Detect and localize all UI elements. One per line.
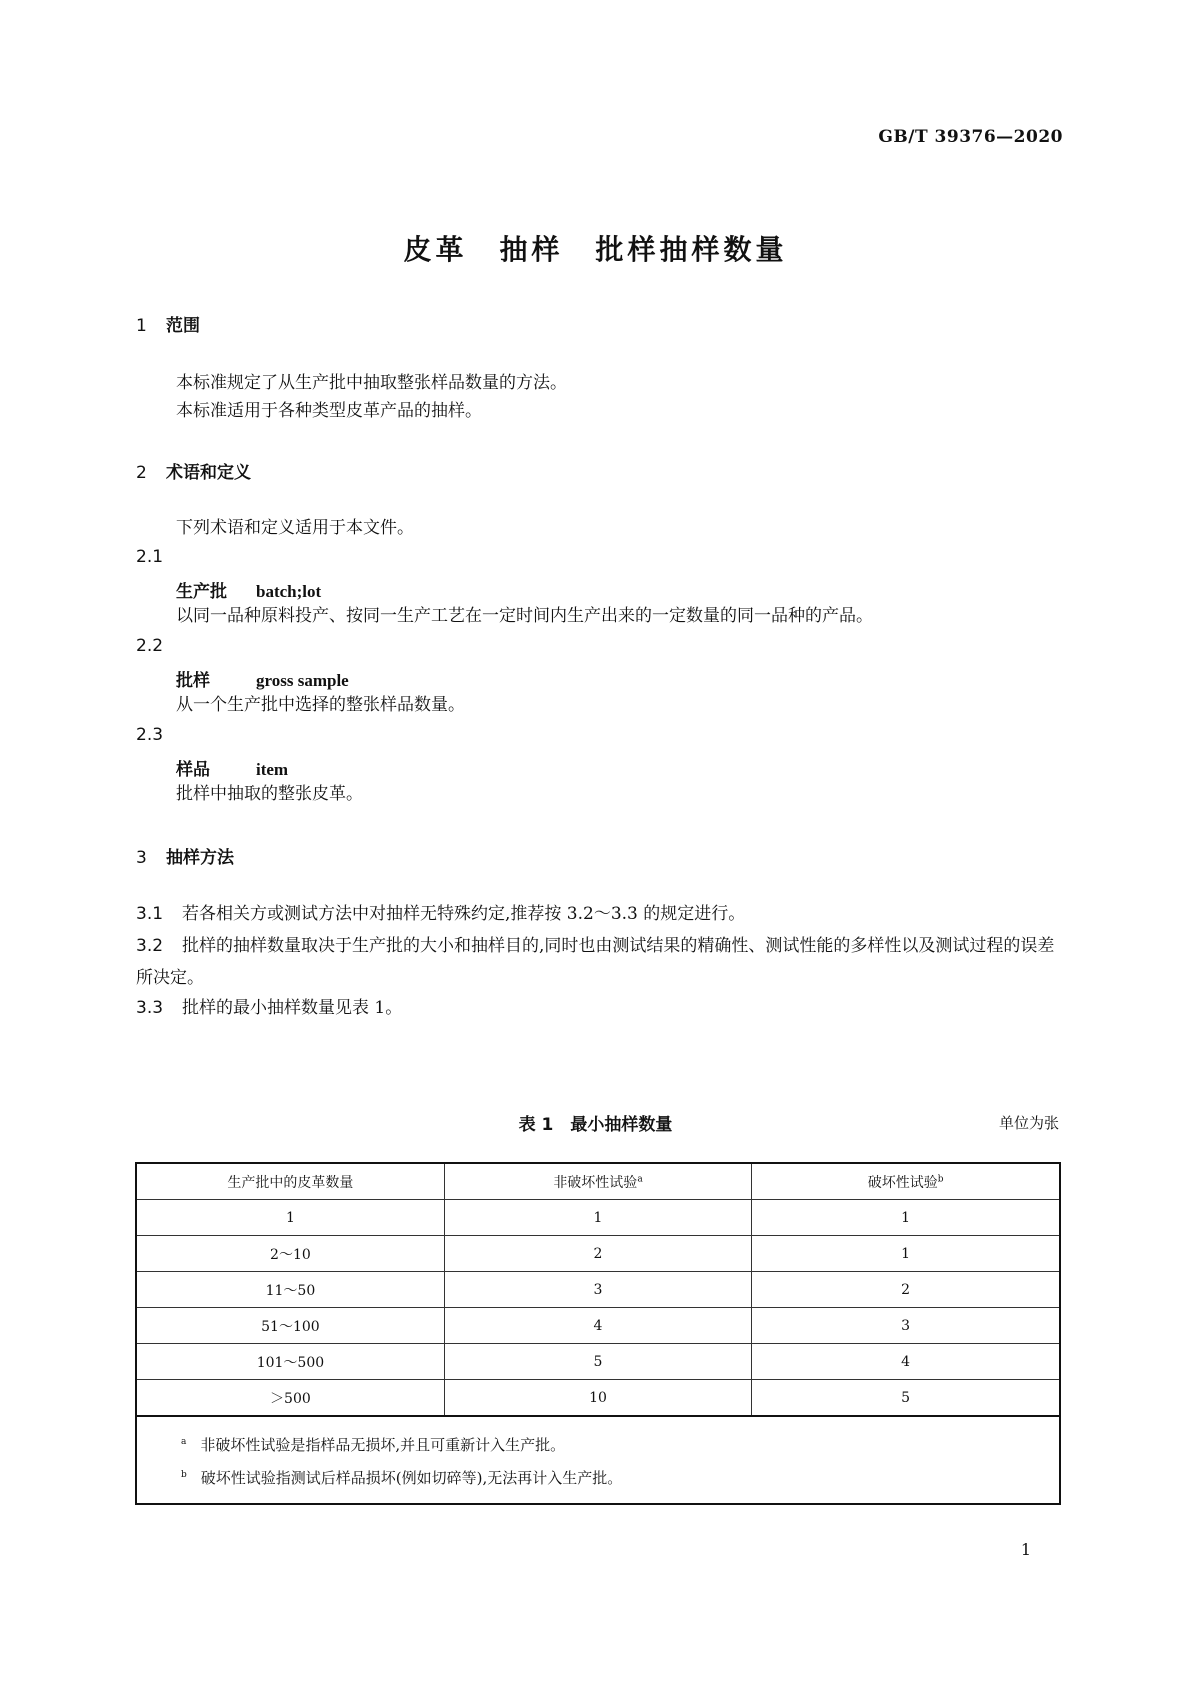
term-english: batch;lot bbox=[256, 582, 322, 601]
section-1-heading bbox=[136, 311, 200, 336]
clause-text: 若各相关方或测试方法中对抽样无特殊约定,推荐按 3.2～3.3 的规定进行。 bbox=[182, 904, 746, 924]
term-definition: 批样中抽取的整张皮革。 bbox=[176, 784, 363, 804]
section-title: 抽样方法 bbox=[166, 848, 234, 868]
table-cell: 4 bbox=[752, 1344, 1060, 1380]
term-number: 2.2 bbox=[136, 636, 164, 656]
term-english: gross sample bbox=[256, 671, 349, 690]
term-english: item bbox=[256, 760, 289, 779]
term bbox=[176, 577, 321, 602]
section-2-heading bbox=[136, 458, 251, 483]
document-title: 皮革 抽样 批样抽样数量 bbox=[403, 233, 788, 266]
table-cell: 3 bbox=[752, 1308, 1060, 1344]
page-number: 1 bbox=[1020, 1540, 1031, 1559]
table-cell: 1 bbox=[136, 1200, 444, 1236]
table-notes-row bbox=[136, 1416, 1060, 1504]
clause bbox=[136, 992, 1056, 1024]
table-cell: 2～10 bbox=[136, 1236, 444, 1272]
clause bbox=[136, 930, 1056, 994]
column-header: 非破坏性试验$^a$ bbox=[444, 1163, 751, 1200]
term-number: 2.1 bbox=[136, 547, 164, 567]
table-cell: 5 bbox=[752, 1380, 1060, 1417]
section-number: 2 bbox=[136, 463, 147, 483]
table-notes bbox=[136, 1416, 1060, 1504]
table-unit: 单位为张 bbox=[998, 1114, 1059, 1132]
table-row bbox=[136, 1344, 1060, 1380]
table-cell: 2 bbox=[752, 1272, 1060, 1308]
clause bbox=[136, 898, 1056, 930]
table-header-row bbox=[136, 1163, 1060, 1200]
clause-number: 3.3 bbox=[136, 998, 164, 1018]
table-cell: 1 bbox=[752, 1236, 1060, 1272]
section-3-heading bbox=[136, 843, 234, 868]
table-row bbox=[136, 1272, 1060, 1308]
table-note bbox=[181, 1460, 1059, 1493]
table-note bbox=[181, 1427, 1059, 1460]
table-cell: 101～500 bbox=[136, 1344, 444, 1380]
table-cell: ＞500 bbox=[136, 1380, 444, 1417]
footnote-mark: a bbox=[181, 1437, 187, 1447]
standard-number: GB/T 39376—2020 bbox=[878, 127, 1063, 147]
term-chinese: 样品 bbox=[176, 760, 210, 780]
term-chinese: 批样 bbox=[176, 671, 210, 691]
note-text: 非破坏性试验是指样品无损坏,并且可重新计入生产批。 bbox=[200, 1436, 566, 1454]
table-cell: 51～100 bbox=[136, 1308, 444, 1344]
term bbox=[176, 755, 288, 780]
footnote-mark: b bbox=[937, 1173, 944, 1184]
term-chinese: 生产批 bbox=[176, 582, 227, 602]
paragraph: 本标准规定了从生产批中抽取整张样品数量的方法。 bbox=[176, 373, 567, 393]
clause-text: 批样的最小抽样数量见表 1。 bbox=[182, 998, 403, 1018]
term-definition: 从一个生产批中选择的整张样品数量。 bbox=[176, 695, 465, 715]
clause-number: 3.2 bbox=[136, 936, 164, 956]
section-number: 3 bbox=[136, 848, 147, 868]
column-header: 生产批中的皮革数量 bbox=[136, 1163, 444, 1200]
section-number: 1 bbox=[136, 316, 147, 336]
paragraph: 本标准适用于各种类型皮革产品的抽样。 bbox=[176, 401, 482, 421]
table-cell: 5 bbox=[444, 1344, 751, 1380]
table-row bbox=[136, 1308, 1060, 1344]
table-cell: 2 bbox=[444, 1236, 751, 1272]
table-cell: 11～50 bbox=[136, 1272, 444, 1308]
table-row bbox=[136, 1200, 1060, 1236]
table-cell: 10 bbox=[444, 1380, 751, 1417]
paragraph: 下列术语和定义适用于本文件。 bbox=[176, 518, 414, 538]
clause-number: 3.1 bbox=[136, 904, 164, 924]
table-caption: 表 1 最小抽样数量 bbox=[518, 1115, 673, 1135]
sampling-table bbox=[135, 1162, 1061, 1505]
clause-text: 批样的抽样数量取决于生产批的大小和抽样目的,同时也由测试结果的精确性、测试性能的多样性以及测试过程的误差所决定。 bbox=[136, 936, 1055, 988]
table-cell: 1 bbox=[444, 1200, 751, 1236]
footnote-mark: a bbox=[637, 1173, 643, 1184]
table-cell: 4 bbox=[444, 1308, 751, 1344]
footnote-mark: b bbox=[181, 1470, 187, 1480]
term-definition: 以同一品种原料投产、按同一生产工艺在一定时间内生产出来的一定数量的同一品种的产品。 bbox=[176, 606, 873, 626]
section-title: 术语和定义 bbox=[166, 463, 251, 483]
term bbox=[176, 666, 349, 691]
note-text: 破坏性试验指测试后样品损坏(例如切碎等),无法再计入生产批。 bbox=[200, 1469, 623, 1487]
table-row bbox=[136, 1236, 1060, 1272]
section-title: 范围 bbox=[166, 316, 200, 336]
column-header: 破坏性试验$^b$ bbox=[752, 1163, 1060, 1200]
table-cell: 3 bbox=[444, 1272, 751, 1308]
table-cell: 1 bbox=[752, 1200, 1060, 1236]
table-row bbox=[136, 1380, 1060, 1417]
term-number: 2.3 bbox=[136, 725, 164, 745]
